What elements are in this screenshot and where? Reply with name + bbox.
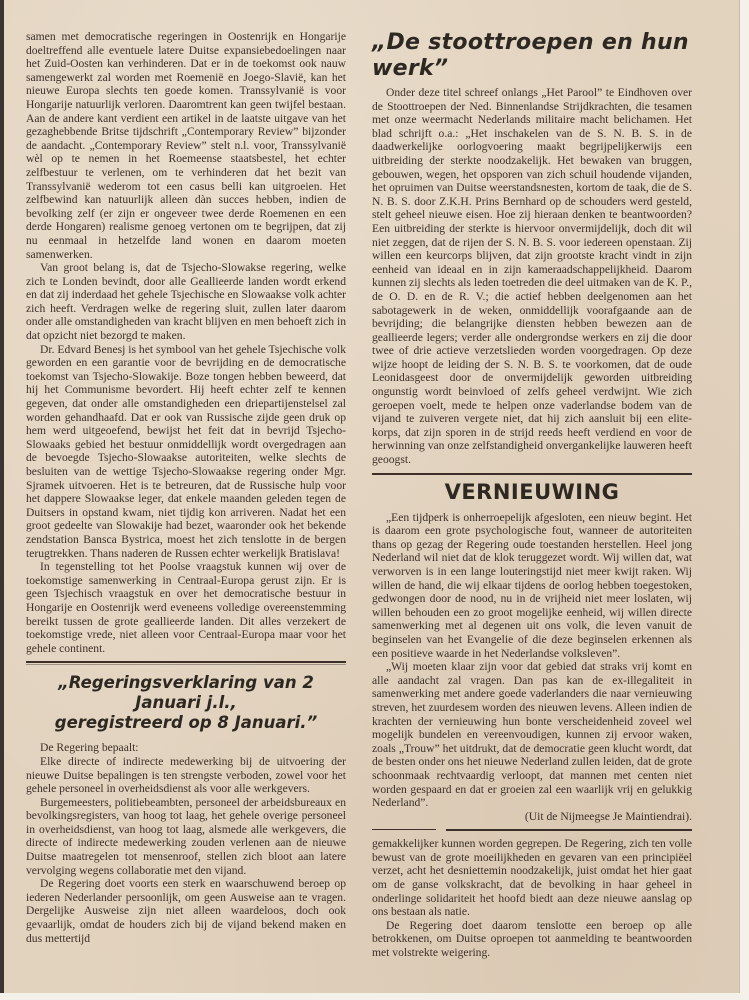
headline-line: geregistreerd op 8 Januari.”	[54, 713, 318, 733]
article-regeringsverklaring-continued	[372, 837, 692, 959]
headline-line: „Regeringsverklaring van 2 Januari j.l.,	[58, 673, 314, 713]
paragraph: Dr. Edvard Benesj is het symbool van het gehele Tsjechische volk geworden en een garantie voor de bevrijding en de democratische toekomst van Tsjecho-Slowakije. Boze tongen hebben beweerd, dat hij het Communisme bevordert. Hij heeft echter zelf te kennen gegeven, dat onder alle omstandigheden een driepartijenstelsel zal worden gehandhaafd. Dat er ook van Russische zijde geen druk op hem werd uitgeoefend, bewijst het feit dat in bevrijd Tsjecho-Slowaaks gebied het bestuur onmiddellijk wordt overgedragen aan de bevoegde Tsjecho-Slowaakse autoriteiten, welke slechts de besluiten van de wettige Tsjecho-Slowaakse regering onder Mgr. Sjramek uitvoeren. Het is te betreuren, dat de Russische hulp voor het dappere Slowaakse leger, dat enkele maanden geleden tegen de Duitsers in opstand kwam, niet tijdig kon arriveren. Nadat het een groot gedeelte van Slowakije had bezet, waaronder ook het bekende zendstation Bansca Bystrica, moest het zich tenslotte in de bergen terugtrekken. Thans naderen de Russen echter werkelijk Bratislava!	[26, 342, 346, 560]
paragraph: gemakkelijker kunnen worden gegrepen. De Regering, zich ten volle bewust van de grote moeilijkheden en gevaren van een principiëel verzet, acht het desniettemin noodzakelijk, juist omdat het hier gaat om de ganse volkskracht, dat de bevolking in haar geheel in onderlinge solidariteit het hoofd biedt aan deze nieuwe aanslag op ons bestaan als natie.	[372, 837, 692, 919]
section-divider	[372, 473, 692, 475]
paragraph: In tegenstelling tot het Poolse vraagstuk kunnen wij over de toekomstige samenwerking in Centraal-Europa gerust zijn. Er is geen Tsjechisch vraagstuk en over het democratische bestuur in Hongarije en Oostenrijk werd eveneens volledige overeenstemming bereikt tussen de grote geallieerde landen. Dit alles verzekert de toekomstige vrede, niet alleen voor Centraal-Europa maar voor het gehele continent.	[26, 560, 346, 655]
page-edge-shadow	[0, 0, 4, 993]
section-divider	[26, 661, 346, 663]
regeringsverklaring-headline	[26, 673, 346, 733]
section-divider	[372, 829, 436, 830]
paragraph: De Regering doet daarom tenslotte een beroep op alle betrokkenen, om Duitse oproepen tot aanmelding te beantwoorden met volstrekte weigering.	[372, 918, 692, 960]
paragraph: „Wij moeten klaar zijn voor dat gebied dat straks vrij komt en alle aandacht zal vragen. Dan pas kan de ex-illegaliteit in samenwerking met andere goede vaderlanders die naar vernieuwing streven, het zuurdesem worden des nieuwen levens. Alleen indien de krachten der vernieuwing hun bonte verscheidenheid zoveel wel mogelijk bundelen en vereenvoudigen, kunnen zij ervoor waken, zoals „Trouw” het uitdrukt, dat de democratie geen klucht wordt, dat de besten onder ons het nieuwe Nederland zullen leiden, dat de grote schoonmaak rechtvaardig verloopt, dat mannen met centen niet worden gespaard en dat er groeien zal een waarlijk vrij en gelukkig Nederland”.	[372, 660, 692, 810]
paragraph: Elke directe of indirecte medewerking bij de uitvoering der nieuwe Duitse bepalingen is ten strengste verboden, zowel voor het gehele personeel in overheidsdienst als voor alle werkgevers.	[26, 754, 346, 796]
paragraph: samen met democratische regeringen in Oostenrijk en Hongarije doeltreffend alle eventuele latere Duitse expansiebedoelingen naar het Zuid-Oosten kan verhinderen. Dat er in de toekomst ook nauw samengewerkt zal worden met Roemenië en Joego-Slavië, kan het nieuwe Europa slechts ten goede komen. Transsylvanië is voor Hongarije natuurlijk verloren. Daaromtrent kan geen twijfel bestaan. Aan de andere kant verdient een artikel in de laatste uitgave van het gezaghebbende Britse tijdschrift „Contemporary Review” bijzonder de aandacht. „Contemporary Review” stelt n.l. voor, Transsylvanië wèl op te nemen in het Roemeense staatsbestel, het echter zelfbestuur te verlenen, om te verhinderen dat het bezit van Transsylvanië wederom tot een casus belli kan uitgroeien. Het zelfbewind kan natuurlijk alleen dàn succes hebben, indien de bevolking zelf (er zijn er ongeveer twee derde Roemenen en een derde Hongaren) realisme genoeg vertonen om te begrijpen, dat zij nu eenmaal in hetzelfde land wonen en daarom moeten samenwerken.	[26, 30, 346, 261]
section-divider	[446, 829, 692, 831]
source-credit: (Uit de Nijmeegse Je Maintiendrai).	[524, 809, 692, 823]
section-divider-thin	[26, 664, 346, 665]
paragraph: Onder deze titel schreef onlangs „Het Parool” te Eindhoven over de Stoottroepen der Ned. Binnenlandse Strijdkrachten, die tesamen met onze weermacht Nederlands militaire macht belichamen. Het blad schrijft o.a.: „Het inschakelen van de S. N. B. S. in de daadwerkelijke oorlogvoering maakt begrijpelijkerwijs een uitbreiding der sterkte noodzakelijk. Het bewaken van bruggen, gebouwen, wegen, het opsporen van zich schuil houdende vijanden, het opruimen van Duitse weerstandsnesten, kortom de taak, die de S. N. B. S. door Z.K.H. Prins Bernhard op de schouders werd gesteld, stelt geheel nieuwe eisen. Hoe zij hieraan denken te beantwoorden? Een uitbreiding der sterkte is hiervoor onvermijdelijk, doch dit wil niet zeggen, dat de rijen der S. N. B. S. voor iedereen openstaan. Zij willen een keurcorps blijven, dat zijn grootste kracht vindt in zijn eenheid van ideaal en in zijn kameraadschappelijkheid. Daarom kunnen zij slechts als leden toetreden die deel uitmaken van de K. P., de O. D. en de R. V.; die actief hebben deelgenomen aan het sabotagewerk in de weken, onmiddellijk voorafgaande aan de bevrijding; die belangrijke diensten hebben bewezen aan de geallieerde legers; verder alle ondergrondse werkers en zij die door twee of drie actieve verzetslieden worden voorgedragen. Op deze wijze hoopt de leiding der S. N. B. S. te voorkomen, dat de oude Leonidasgeest door de onvermijdelijk geworden uitbreiding ongunstig wordt beinvloed of zelfs geheel verdwijnt. Wie zich geroepen voelt, mede te helpen onze vaderlandse bodem van de vijand te zuiveren vergete niet, dat hij zich aansluit bij een elite-korps, dat zijn sporen in de strijd reeds heeft verdiend en voor de herwinning van onze zelfstandigheid onvergankelijke lauweren heeft geoogst.	[372, 86, 692, 467]
article-regeringsverklaring	[26, 741, 346, 945]
paragraph: De Regering bepaalt:	[40, 741, 139, 755]
article-stoottroepen	[372, 86, 692, 467]
paragraph: „Een tijdperk is onherroepelijk afgesloten, een nieuw begint. Het is daarom een grote psychologische fout, wanneer de autoriteiten thans op gezag der Regering oude toestanden herstellen. Heel jong Nederland wil niet dat de klok teruggezet wordt. Wij willen dat, wat verworven is in een lange louteringstijd niet meer kwijt raken. Wij willen de hand, die wij elkaar tijdens de oorlog hebben toegestoken, gedwongen door de nood, nu in de vrijheid niet meer loslaten, wij willen behouden een zo groot mogelijke eenheid, wij willen directe samenwerking met al degenen uit ons volk, die leven vanuit de beginselen van het Evangelie of die deze beginselen erkennen als een positieve waarde in het Nederlandse volksleven”.	[372, 510, 692, 660]
paragraph: De Regering doet voorts een sterk en waarschuwend beroep op iederen Nederlander persoonlijk, om geen Ausweise aan te vragen. Dergelijke Ausweise zijn niet alleen waardeloos, doch ook gevaarlijk, omdat de houders zich bij de vijand bekend maken en dus mettertijd	[26, 877, 346, 945]
paragraph: Van groot belang is, dat de Tsjecho-Slowakse regering, welke zich te Londen bevindt, door alle Geallieerde landen wordt erkend en dat zij inderdaad het gehele Tsjechische en Slowaakse volk achter zich heeft. Verdragen welke de regering sluit, zullen later daarom onder alle omstandigheden van kracht blijven en men behoeft zich in dat opzicht niet bezorgd te maken.	[26, 261, 347, 343]
section-divider-pair	[372, 829, 692, 831]
article-central-europe	[26, 30, 346, 655]
stoottroepen-headline: „De stoottroepen en hun werk”	[372, 30, 689, 81]
right-column	[372, 30, 692, 960]
paragraph: Burgemeesters, politiebeambten, personeel der arbeidsbureaux en bevolkingsregisters, van hoog tot laag, het gehele overige personeel in overheidsdienst, van hoog tot laag, alsmede alle werkgevers, die directe of indirecte medewerking zouden verlenen aan de nieuwe Duitse maatregelen tot mensenroof, stellen zich bloot aan latere vervolging wegens collaboratie met den vijand.	[26, 795, 346, 877]
article-vernieuwing	[372, 511, 692, 824]
left-column	[26, 30, 346, 945]
vernieuwing-headline: VERNIEUWING	[444, 479, 620, 504]
